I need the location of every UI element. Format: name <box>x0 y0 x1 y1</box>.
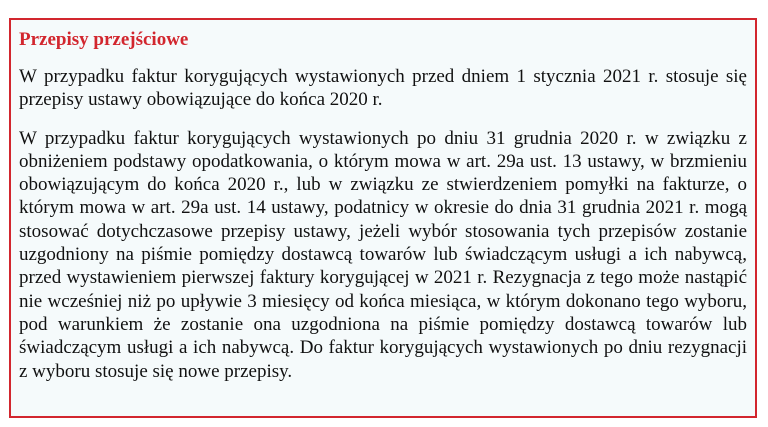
paragraph-after-2020: W przypadku faktur korygujących wystawionych po dniu 31 grudnia 2020 r. w związku z obniżeniem podstawy opodatkowania, o którym mowa w art. 29a ust. 13 ustawy, w brzmieniu obowiązującym do końca 2020 r., lub w związku ze stwierdzeniem pomyłki na fakturze, o którym mowa w art. 29a ust. 14 ustawy, podatnicy w okresie do dnia 31 grudnia 2021 r. mogą stosować dotychczasowe przepisy ustawy, jeżeli wybór stosowania tych przepisów zostanie uzgodniony na piśmie pomiędzy dostawcą towarów lub świadczącym usługi a ich nabywcą, przed wystawieniem pierwszej faktury korygującej w 2021 r. Rezygnacja z tego może nastąpić nie wcześniej niż po upływie 3 miesięcy od końca miesiąca, w którym dokonano tego wyboru, pod warunkiem że zostanie ona uzgodniona na piśmie pomiędzy dostawcą towarów lub świadczącym usługi a ich nabywcą. Do faktur korygujących wystawionych po dniu rezygnacji z wyboru stosuje się nowe przepisy. <box>19 127 747 382</box>
transitional-provisions-box <box>9 18 757 418</box>
paragraph-before-2021: W przypadku faktur korygujących wystawionych przed dniem 1 stycznia 2021 r. stosuje się przepisy ustawy obowiązujące do końca 2020 r. <box>19 66 747 111</box>
section-title: Przepisy przejściowe <box>19 29 189 50</box>
